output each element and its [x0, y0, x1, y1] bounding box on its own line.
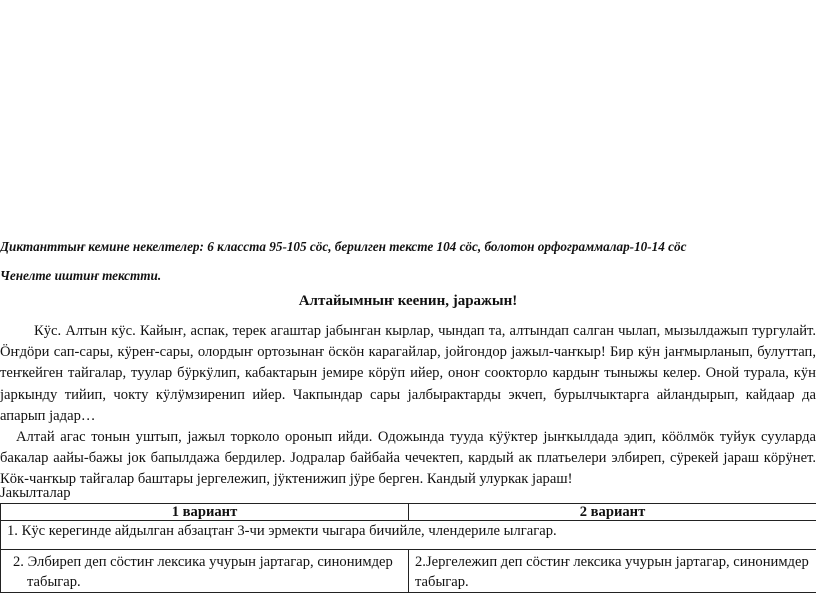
- variant-1-header: 1 вариант: [1, 504, 409, 521]
- task-2-variant-1-cell: [1, 550, 409, 593]
- table-row: [1, 550, 816, 593]
- task-1-cell: 1. Кӱс керегинде айдылган абзацтаҥ 3-чи эрмекти чыгара бичийле, члендериле ылгагар.: [1, 521, 816, 550]
- variant-2-header: 2 вариант: [409, 504, 816, 521]
- tasks-table: [0, 503, 816, 593]
- task-line: Ченелте иштиҥ текстти.: [0, 268, 162, 283]
- dictation-text: [0, 321, 816, 491]
- tasks-label: Јакылталар: [0, 485, 71, 501]
- dictation-requirements: Диктанттыҥ кемине некелтелер: 6 класста 95-105 сӧс, берилген тексте 104 сӧс, болотон орфограммалар-10-14 сӧс: [0, 239, 687, 254]
- paragraph-autumn: Кӱс. Алтын кӱс. Кайыҥ, аспак, терек агаштар јабынган кырлар, чындап та, алтындап салган чылап, мызылдажып тургулайт. Ӧҥдӧри сап-сары, кӱреҥ-сары, олордыҥ ортозынаҥ ӧскӧн карагайлар, јойгондор јажыл-чаҥкыр! Бир кӱн јаҥмырланып, булуттап, теҥкейген тайгалар, туулар бӱркӱлип, кабактарын јемире кӧрӱп ийер, оноҥ соокторло кардыҥ тыныжы келер. Оной турала, кӱн јаркынду тийип, чокту кӱлӱмзиренип ийер. Чакпындар сары јалбырактарды экчеп, бурылчыктарга айландырып, кайдаар да апарып јадар…: [0, 323, 816, 424]
- task-2-variant-2-cell: [409, 550, 816, 593]
- text-title: Алтайымныҥ кеенин, јаражын!: [298, 293, 518, 309]
- paragraph-spring: Алтай агас тонын уштып, јажыл торколо оронып ийди. Одожында тууда кӱӱктер јыҥкылдада эдип, кӧӧлмӧк туйук сууларда бакалар аайы-бажы јок бапылдажа бердилер. Јодралар байбайа чечектеп, кардый ак платьелери элбиреп, сӱрекей јараш кӧрӱнет. Кӧк-чаҥкыр тайгалар баштары јергележип, јӱктенижип јӱре берген. Кандый улуркак јараш!: [0, 429, 816, 488]
- task-2-variant-1-text: 2. Элбиреп деп сӧстиҥ лексика учурын јартагар, синонимдер табыгар.: [13, 554, 393, 590]
- table-row: [1, 521, 816, 550]
- task-2-variant-2-text: 2.Јергележип деп сӧстиҥ лексика учурын јартагар, синонимдер табыгар.: [415, 554, 809, 590]
- table-header-row: [1, 504, 816, 521]
